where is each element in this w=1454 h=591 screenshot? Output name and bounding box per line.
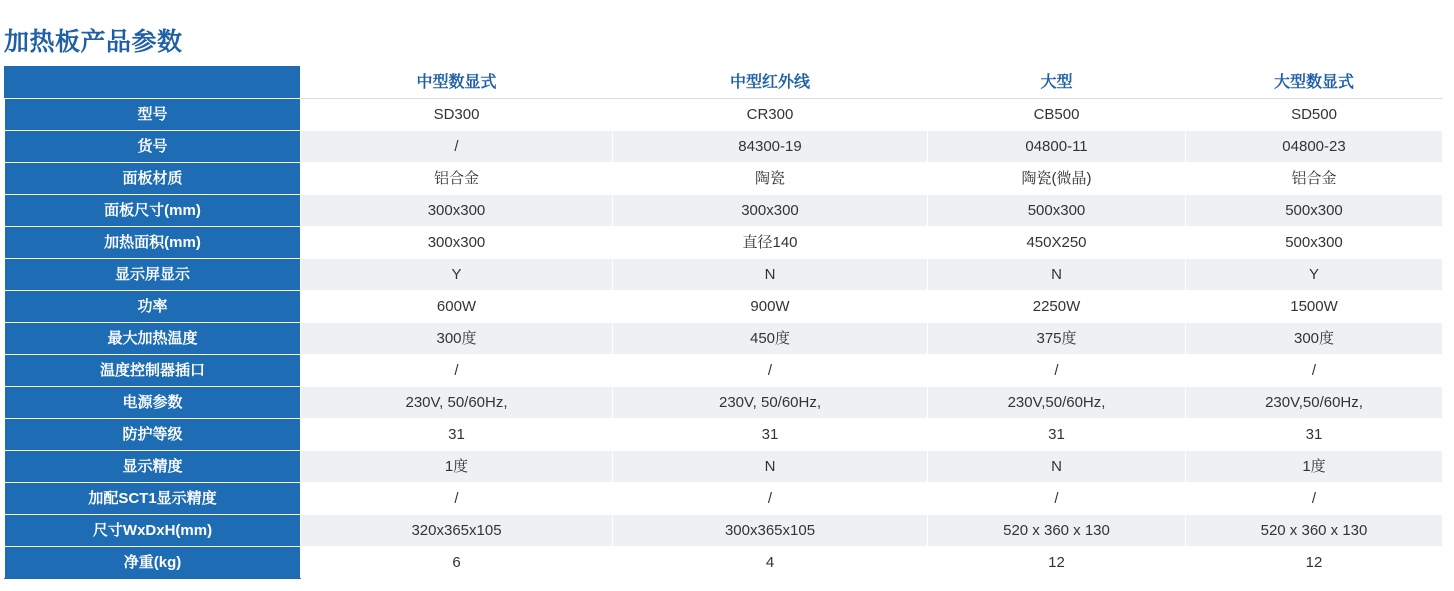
cell-13-2: 520 x 360 x 130	[928, 515, 1186, 547]
cell-14-2: 12	[928, 547, 1186, 579]
cell-0-0: SD300	[301, 99, 613, 131]
cell-11-3: 1度	[1186, 451, 1443, 483]
cell-8-3: /	[1186, 355, 1443, 387]
cell-8-0: /	[301, 355, 613, 387]
row-label-14: 净重(kg)	[5, 547, 301, 579]
table-corner-cell	[5, 67, 301, 99]
cell-9-0: 230V, 50/60Hz,	[301, 387, 613, 419]
row-label-1: 货号	[5, 131, 301, 163]
row-label-0: 型号	[5, 99, 301, 131]
cell-5-2: N	[928, 259, 1186, 291]
cell-8-2: /	[928, 355, 1186, 387]
cell-0-2: CB500	[928, 99, 1186, 131]
row-label-2: 面板材质	[5, 163, 301, 195]
cell-6-2: 2250W	[928, 291, 1186, 323]
cell-7-1: 450度	[613, 323, 928, 355]
table-header-row	[5, 67, 1443, 99]
column-header-1: 中型红外线	[613, 67, 928, 99]
table-row	[5, 323, 1443, 355]
spec-table	[4, 66, 1443, 579]
cell-9-3: 230V,50/60Hz,	[1186, 387, 1443, 419]
cell-3-1: 300x300	[613, 195, 928, 227]
cell-13-3: 520 x 360 x 130	[1186, 515, 1443, 547]
cell-11-2: N	[928, 451, 1186, 483]
cell-2-3: 铝合金	[1186, 163, 1443, 195]
table-row	[5, 547, 1443, 579]
table-row	[5, 515, 1443, 547]
cell-0-1: CR300	[613, 99, 928, 131]
row-label-7: 最大加热温度	[5, 323, 301, 355]
row-label-5: 显示屏显示	[5, 259, 301, 291]
cell-7-0: 300度	[301, 323, 613, 355]
row-label-11: 显示精度	[5, 451, 301, 483]
cell-1-3: 04800-23	[1186, 131, 1443, 163]
table-row	[5, 163, 1443, 195]
cell-11-1: N	[613, 451, 928, 483]
table-row	[5, 259, 1443, 291]
cell-12-3: /	[1186, 483, 1443, 515]
cell-14-1: 4	[613, 547, 928, 579]
table-row	[5, 99, 1443, 131]
row-label-9: 电源参数	[5, 387, 301, 419]
cell-9-1: 230V, 50/60Hz,	[613, 387, 928, 419]
cell-12-0: /	[301, 483, 613, 515]
cell-3-2: 500x300	[928, 195, 1186, 227]
row-label-3: 面板尺寸(mm)	[5, 195, 301, 227]
cell-4-3: 500x300	[1186, 227, 1443, 259]
cell-4-1: 直径140	[613, 227, 928, 259]
cell-4-0: 300x300	[301, 227, 613, 259]
table-row	[5, 291, 1443, 323]
row-label-6: 功率	[5, 291, 301, 323]
column-header-3: 大型数显式	[1186, 67, 1443, 99]
table-row	[5, 419, 1443, 451]
spec-table-head	[5, 67, 1443, 99]
table-row	[5, 131, 1443, 163]
table-row	[5, 227, 1443, 259]
row-label-10: 防护等级	[5, 419, 301, 451]
table-row	[5, 355, 1443, 387]
cell-14-3: 12	[1186, 547, 1443, 579]
cell-0-3: SD500	[1186, 99, 1443, 131]
spec-table-body	[5, 99, 1443, 579]
table-row	[5, 195, 1443, 227]
cell-3-0: 300x300	[301, 195, 613, 227]
cell-6-0: 600W	[301, 291, 613, 323]
cell-14-0: 6	[301, 547, 613, 579]
row-label-4: 加热面积(mm)	[5, 227, 301, 259]
cell-6-3: 1500W	[1186, 291, 1443, 323]
page-title: 加热板产品参数	[4, 28, 183, 56]
cell-1-0: /	[301, 131, 613, 163]
cell-2-1: 陶瓷	[613, 163, 928, 195]
cell-6-1: 900W	[613, 291, 928, 323]
table-row	[5, 451, 1443, 483]
cell-12-2: /	[928, 483, 1186, 515]
cell-11-0: 1度	[301, 451, 613, 483]
row-label-12: 加配SCT1显示精度	[5, 483, 301, 515]
table-row	[5, 483, 1443, 515]
cell-13-1: 300x365x105	[613, 515, 928, 547]
spec-table-wrapper	[4, 66, 1442, 579]
table-row	[5, 387, 1443, 419]
cell-10-3: 31	[1186, 419, 1443, 451]
cell-5-0: Y	[301, 259, 613, 291]
cell-5-3: Y	[1186, 259, 1443, 291]
cell-12-1: /	[613, 483, 928, 515]
cell-5-1: N	[613, 259, 928, 291]
cell-2-2: 陶瓷(微晶)	[928, 163, 1186, 195]
row-label-8: 温度控制器插口	[5, 355, 301, 387]
cell-7-2: 375度	[928, 323, 1186, 355]
cell-3-3: 500x300	[1186, 195, 1443, 227]
cell-10-0: 31	[301, 419, 613, 451]
cell-7-3: 300度	[1186, 323, 1443, 355]
cell-1-1: 84300-19	[613, 131, 928, 163]
cell-10-1: 31	[613, 419, 928, 451]
cell-8-1: /	[613, 355, 928, 387]
cell-13-0: 320x365x105	[301, 515, 613, 547]
column-header-2: 大型	[928, 67, 1186, 99]
cell-10-2: 31	[928, 419, 1186, 451]
cell-1-2: 04800-11	[928, 131, 1186, 163]
cell-9-2: 230V,50/60Hz,	[928, 387, 1186, 419]
column-header-0: 中型数显式	[301, 67, 613, 99]
cell-4-2: 450X250	[928, 227, 1186, 259]
cell-2-0: 铝合金	[301, 163, 613, 195]
row-label-13: 尺寸WxDxH(mm)	[5, 515, 301, 547]
